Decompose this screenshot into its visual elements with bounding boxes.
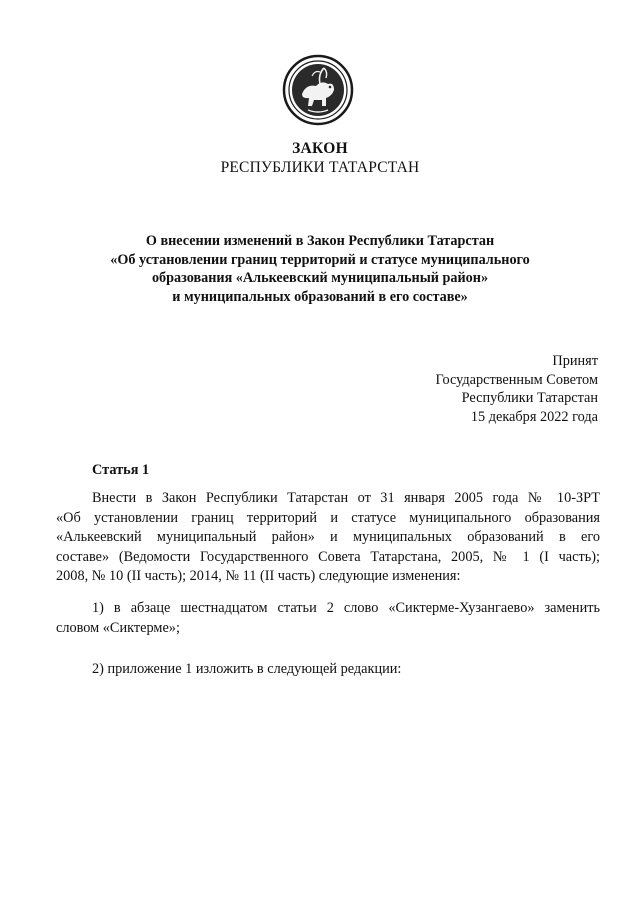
paragraph-line: словом «Сиктерме»;: [56, 619, 180, 636]
article-paragraph: [56, 599, 600, 638]
article-paragraph: [56, 489, 600, 587]
paragraph-line: 2008, № 10 (II часть); 2014, № 11 (II часть) следующие изменения:: [56, 568, 461, 584]
document-heading: [60, 232, 580, 306]
adoption-date: 15 декабря 2022 года: [470, 408, 598, 425]
article-title: Статья 1: [92, 462, 150, 478]
paragraph-line: «Алькеевский муниципальный район» и муниципальных образований в его: [56, 529, 600, 545]
coat-of-arms-icon: [282, 54, 354, 126]
heading-line: и муниципальных образований в его составе»: [172, 288, 468, 305]
law-subtitle: РЕСПУБЛИКИ ТАТАРСТАН: [220, 159, 420, 176]
paragraph-line: 2) приложение 1 изложить в следующей редакции:: [92, 661, 402, 677]
paragraph-line: составе» (Ведомости Государственного Совета Татарстана, 2005, № 1 (I часть);: [56, 548, 600, 565]
adoption-line: Принят: [552, 353, 598, 369]
paragraph-line: Внести в Закон Республики Татарстан от 31 января 2005 года № 10-ЗРТ: [92, 490, 600, 506]
adoption-line: Государственным Советом: [435, 371, 598, 388]
article-paragraph: [56, 660, 600, 680]
heading-line: О внесении изменений в Закон Республики Татарстан: [145, 233, 495, 249]
paragraph-line: 1) в абзаце шестнадцатом статьи 2 слово «Сиктерме-Хузангаево» заменить: [92, 600, 600, 616]
adoption-line: Республики Татарстан: [461, 390, 598, 406]
heading-line: «Об установлении границ территорий и статусе муниципального: [110, 251, 530, 268]
paragraph-line: «Об установлении границ территорий и статусе муниципального образования: [56, 509, 600, 526]
law-title: ЗАКОН: [292, 140, 348, 157]
adoption-block: [435, 352, 598, 426]
heading-line: образования «Алькеевский муниципальный район»: [151, 270, 489, 286]
